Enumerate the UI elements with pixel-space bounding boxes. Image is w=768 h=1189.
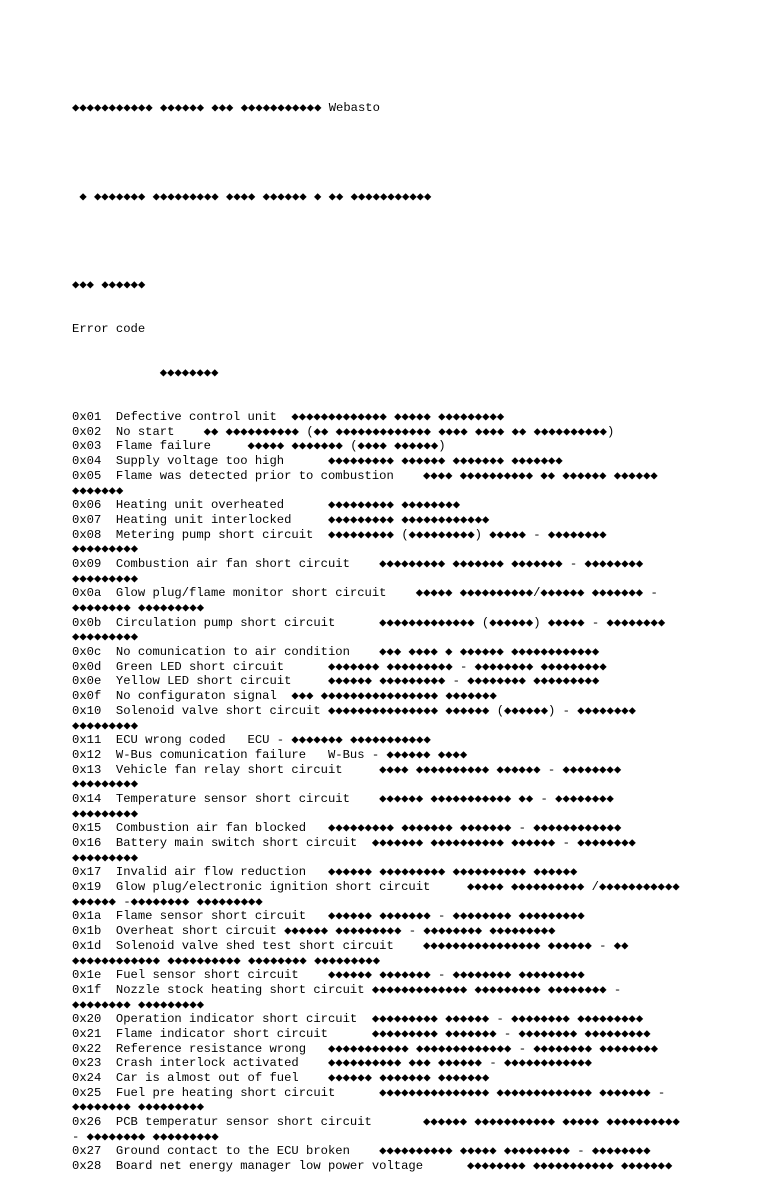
document-page — [72, 72, 702, 1189]
column-header-description: ◆◆◆◆◆◆◆◆ — [72, 365, 219, 380]
error-code-line: ◆◆◆◆◆◆◆◆ ◆◆◆◆◆◆◆◆◆ — [72, 601, 205, 615]
error-code-line: ◆◆◆◆◆◆◆◆◆ — [72, 806, 139, 821]
error-code-line: 0x21 Flame indicator short circuit ◆◆◆◆◆◆◆◆◆ ◆◆◆◆◆◆◆ - ◆◆◆◆◆◆◆◆ ◆◆◆◆◆◆◆◆◆ — [72, 1026, 651, 1041]
error-code-line: 0x08 Metering pump short circuit ◆◆◆◆◆◆◆◆◆ (◆◆◆◆◆◆◆◆◆) ◆◆◆◆◆ - ◆◆◆◆◆◆◆◆ — [72, 527, 607, 542]
error-code-line: 0x11 ECU wrong coded ECU - ◆◆◆◆◆◆◆ ◆◆◆◆◆◆◆◆◆◆◆ — [72, 733, 431, 748]
error-code-line: ◆◆◆◆◆◆◆◆◆ — [72, 850, 139, 865]
error-code-line: 0x26 PCB temperatur sensor short circuit ◆◆◆◆◆◆ ◆◆◆◆◆◆◆◆◆◆◆ ◆◆◆◆◆ ◆◆◆◆◆◆◆◆◆◆ — [72, 1115, 680, 1130]
error-code-line: ◆◆◆◆◆◆◆◆◆ — [72, 571, 139, 586]
error-code-line: 0x07 Heating unit interlocked ◆◆◆◆◆◆◆◆◆ ◆◆◆◆◆◆◆◆◆◆◆◆ — [72, 512, 490, 527]
error-code-line: 0x09 Combustion air fan short circuit ◆◆◆◆◆◆◆◆◆ ◆◆◆◆◆◆◆ ◆◆◆◆◆◆◆ - ◆◆◆◆◆◆◆◆ — [72, 556, 644, 571]
column-header-error-code: Error code — [72, 321, 146, 336]
error-code-line: 0x14 Temperature sensor short circuit ◆◆◆◆◆◆ ◆◆◆◆◆◆◆◆◆◆◆ ◆◆ - ◆◆◆◆◆◆◆◆ — [72, 791, 614, 806]
error-code-line: 0x20 Operation indicator short circuit ◆◆◆◆◆◆◆◆◆ ◆◆◆◆◆◆ - ◆◆◆◆◆◆◆◆ ◆◆◆◆◆◆◆◆◆ — [72, 1012, 644, 1027]
document-title: ◆◆◆◆◆◆◆◆◆◆◆ ◆◆◆◆◆◆ ◆◆◆ ◆◆◆◆◆◆◆◆◆◆◆ Webasto — [72, 101, 380, 116]
blank-line — [72, 146, 702, 161]
error-code-line: ◆◆◆◆◆◆◆◆◆ — [72, 542, 139, 557]
column-header-ru: ◆◆◆ ◆◆◆◆◆◆ — [72, 277, 146, 292]
error-code-line: ◆◆◆◆◆◆◆◆◆ — [72, 718, 139, 733]
error-code-line: 0x22 Reference resistance wrong ◆◆◆◆◆◆◆◆◆◆◆ ◆◆◆◆◆◆◆◆◆◆◆◆◆ - ◆◆◆◆◆◆◆◆ ◆◆◆◆◆◆◆◆ — [72, 1041, 659, 1056]
error-code-line: 0x0e Yellow LED short circuit ◆◆◆◆◆◆ ◆◆◆◆◆◆◆◆◆ - ◆◆◆◆◆◆◆◆ ◆◆◆◆◆◆◆◆◆ — [72, 674, 600, 689]
error-code-line: 0x1e Fuel sensor short circuit ◆◆◆◆◆◆ ◆◆◆◆◆◆◆ - ◆◆◆◆◆◆◆◆ ◆◆◆◆◆◆◆◆◆ — [72, 968, 585, 983]
error-code-line: 0x16 Battery main switch short circuit ◆◆◆◆◆◆◆ ◆◆◆◆◆◆◆◆◆◆ ◆◆◆◆◆◆ - ◆◆◆◆◆◆◆◆ — [72, 836, 636, 850]
error-code-line: 0x01 Defective control unit ◆◆◆◆◆◆◆◆◆◆◆◆◆ ◆◆◆◆◆ ◆◆◆◆◆◆◆◆◆ — [72, 410, 505, 425]
error-code-list — [72, 410, 702, 1174]
error-code-line: 0x02 No start ◆◆ ◆◆◆◆◆◆◆◆◆◆ (◆◆ ◆◆◆◆◆◆◆◆◆◆◆◆◆ ◆◆◆◆ ◆◆◆◆ ◆◆ ◆◆◆◆◆◆◆◆◆◆) — [72, 424, 615, 439]
error-code-line: 0x1b Overheat short circuit ◆◆◆◆◆◆ ◆◆◆◆◆◆◆◆◆ - ◆◆◆◆◆◆◆◆ ◆◆◆◆◆◆◆◆◆ — [72, 924, 556, 939]
error-code-line: 0x28 Board net energy manager low power voltage ◆◆◆◆◆◆◆◆ ◆◆◆◆◆◆◆◆◆◆◆ ◆◆◆◆◆◆◆ — [72, 1159, 673, 1174]
error-code-line: 0x1a Flame sensor short circuit ◆◆◆◆◆◆ ◆◆◆◆◆◆◆ - ◆◆◆◆◆◆◆◆ ◆◆◆◆◆◆◆◆◆ — [72, 909, 585, 924]
error-code-line: 0x1d Solenoid valve shed test short circuit ◆◆◆◆◆◆◆◆◆◆◆◆◆◆◆◆ ◆◆◆◆◆◆ - ◆◆ — [72, 938, 629, 953]
error-code-line: ◆◆◆◆◆◆◆◆◆ — [72, 630, 139, 645]
error-code-line: 0x15 Combustion air fan blocked ◆◆◆◆◆◆◆◆◆ ◆◆◆◆◆◆◆ ◆◆◆◆◆◆◆ - ◆◆◆◆◆◆◆◆◆◆◆◆ — [72, 821, 622, 836]
error-code-line: 0x0b Circulation pump short circuit ◆◆◆◆◆◆◆◆◆◆◆◆◆ (◆◆◆◆◆◆) ◆◆◆◆◆ - ◆◆◆◆◆◆◆◆ — [72, 615, 666, 630]
error-code-line: 0x1f Nozzle stock heating short circuit ◆◆◆◆◆◆◆◆◆◆◆◆◆ ◆◆◆◆◆◆◆◆◆ ◆◆◆◆◆◆◆◆ - — [72, 982, 622, 997]
error-code-line: ◆◆◆◆◆◆◆◆◆◆◆◆ ◆◆◆◆◆◆◆◆◆◆ ◆◆◆◆◆◆◆◆ ◆◆◆◆◆◆◆◆◆ — [72, 953, 381, 968]
error-code-line: 0x0f No configuraton signal ◆◆◆ ◆◆◆◆◆◆◆◆◆◆◆◆◆◆◆◆ ◆◆◆◆◆◆◆ — [72, 689, 497, 704]
error-code-line: 0x25 Fuel pre heating short circuit ◆◆◆◆◆◆◆◆◆◆◆◆◆◆◆ ◆◆◆◆◆◆◆◆◆◆◆◆◆ ◆◆◆◆◆◆◆ - — [72, 1085, 666, 1100]
blank-line — [72, 234, 702, 249]
error-code-line: 0x13 Vehicle fan relay short circuit ◆◆◆◆ ◆◆◆◆◆◆◆◆◆◆ ◆◆◆◆◆◆ - ◆◆◆◆◆◆◆◆ — [72, 762, 622, 777]
error-code-line: ◆◆◆◆◆◆◆◆◆ — [72, 777, 139, 792]
error-code-line: ◆◆◆◆◆◆◆◆ ◆◆◆◆◆◆◆◆◆ — [72, 1100, 205, 1115]
error-code-line: 0x03 Flame failure ◆◆◆◆◆ ◆◆◆◆◆◆◆ (◆◆◆◆ ◆◆◆◆◆◆) — [72, 439, 446, 454]
error-code-line: 0x06 Heating unit overheated ◆◆◆◆◆◆◆◆◆ ◆◆◆◆◆◆◆◆ — [72, 498, 461, 513]
document-subtitle: ◆ ◆◆◆◆◆◆◆ ◆◆◆◆◆◆◆◆◆ ◆◆◆◆ ◆◆◆◆◆◆ ◆ ◆◆ ◆◆◆◆◆◆◆◆◆◆◆ — [72, 189, 432, 204]
error-code-line: 0x19 Glow plug/electronic ignition short circuit ◆◆◆◆◆ ◆◆◆◆◆◆◆◆◆◆ /◆◆◆◆◆◆◆◆◆◆◆ — [72, 880, 680, 895]
error-code-line: 0x17 Invalid air flow reduction ◆◆◆◆◆◆ ◆◆◆◆◆◆◆◆◆ ◆◆◆◆◆◆◆◆◆◆ ◆◆◆◆◆◆ — [72, 865, 578, 880]
error-code-line: ◆◆◆◆◆◆◆ — [72, 483, 124, 498]
error-code-line: ◆◆◆◆◆◆◆◆ ◆◆◆◆◆◆◆◆◆ — [72, 997, 205, 1012]
error-code-line: 0x12 W-Bus comunication failure W-Bus - ◆◆◆◆◆◆ ◆◆◆◆ — [72, 747, 468, 762]
error-code-line: 0x0d Green LED short circuit ◆◆◆◆◆◆◆ ◆◆◆◆◆◆◆◆◆ - ◆◆◆◆◆◆◆◆ ◆◆◆◆◆◆◆◆◆ — [72, 659, 607, 674]
error-code-line: 0x05 Flame was detected prior to combustion ◆◆◆◆ ◆◆◆◆◆◆◆◆◆◆ ◆◆ ◆◆◆◆◆◆ ◆◆◆◆◆◆ — [72, 468, 658, 483]
error-code-line: 0x04 Supply voltage too high ◆◆◆◆◆◆◆◆◆ ◆◆◆◆◆◆ ◆◆◆◆◆◆◆ ◆◆◆◆◆◆◆ — [72, 454, 563, 469]
error-code-line: 0x10 Solenoid valve short circuit ◆◆◆◆◆◆◆◆◆◆◆◆◆◆◆ ◆◆◆◆◆◆ (◆◆◆◆◆◆) - ◆◆◆◆◆◆◆◆ — [72, 703, 636, 718]
error-code-line: 0x0a Glow plug/flame monitor short circuit ◆◆◆◆◆ ◆◆◆◆◆◆◆◆◆◆/◆◆◆◆◆◆ ◆◆◆◆◆◆◆ - — [72, 586, 658, 601]
error-code-line: 0x23 Crash interlock activated ◆◆◆◆◆◆◆◆◆◆ ◆◆◆ ◆◆◆◆◆◆ - ◆◆◆◆◆◆◆◆◆◆◆◆ — [72, 1056, 593, 1071]
error-code-line: 0x27 Ground contact to the ECU broken ◆◆◆◆◆◆◆◆◆◆ ◆◆◆◆◆ ◆◆◆◆◆◆◆◆◆ - ◆◆◆◆◆◆◆◆ — [72, 1144, 651, 1159]
error-code-line: - ◆◆◆◆◆◆◆◆ ◆◆◆◆◆◆◆◆◆ — [72, 1129, 219, 1144]
error-code-line: 0x24 Car is almost out of fuel ◆◆◆◆◆◆ ◆◆◆◆◆◆◆ ◆◆◆◆◆◆◆ — [72, 1071, 490, 1085]
error-code-line: ◆◆◆◆◆◆ -◆◆◆◆◆◆◆◆ ◆◆◆◆◆◆◆◆◆ — [72, 894, 263, 909]
error-code-line: 0x0c No comunication to air condition ◆◆◆ ◆◆◆◆ ◆ ◆◆◆◆◆◆ ◆◆◆◆◆◆◆◆◆◆◆◆ — [72, 645, 600, 660]
